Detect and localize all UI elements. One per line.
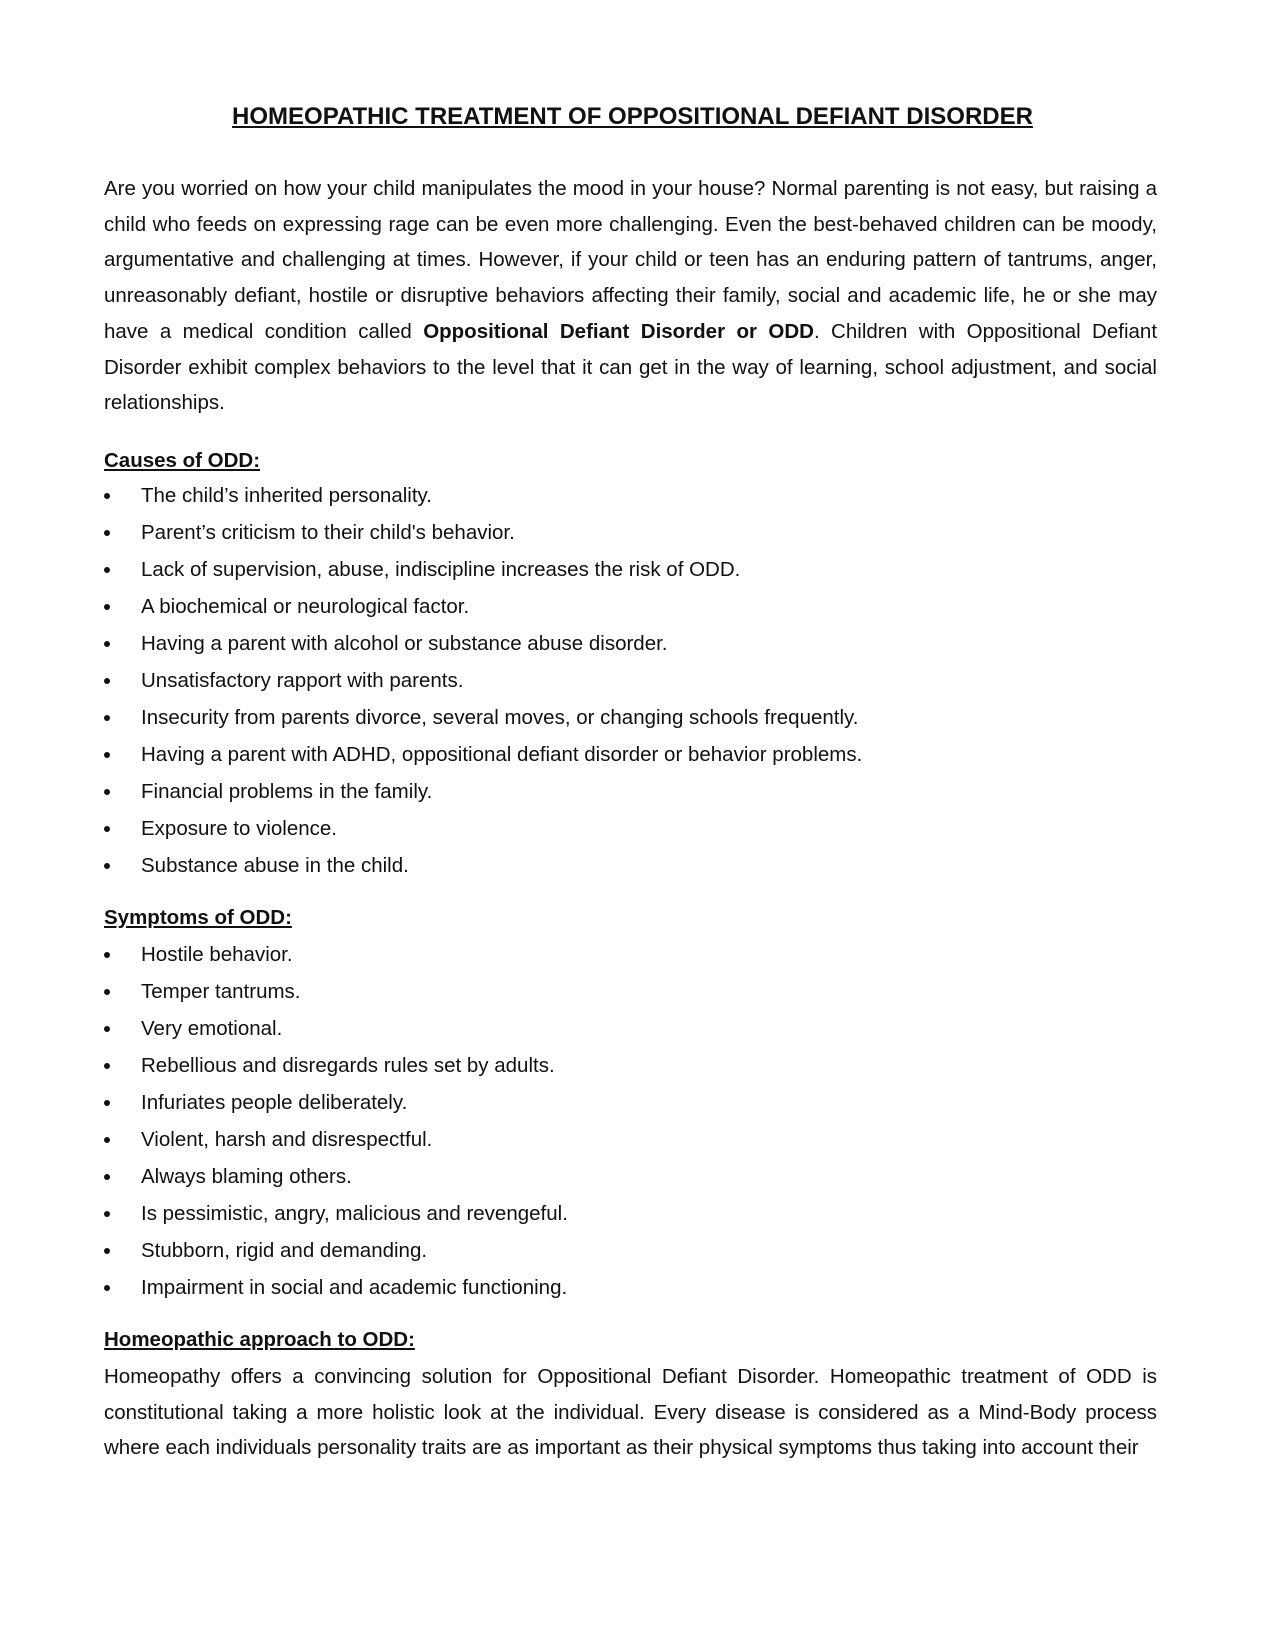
intro-paragraph [104,171,1157,421]
symptoms-item [104,973,1157,1010]
causes-item-text: The child’s inherited personality. [141,484,432,507]
causes-item-text: Having a parent with alcohol or substance abuse disorder. [141,632,668,655]
causes-item [104,662,1157,699]
bullet-icon [104,952,110,958]
bullet-icon [104,1100,110,1106]
bullet-icon [104,678,110,684]
bullet-icon [104,493,110,499]
bullet-icon [104,789,110,795]
causes-heading: Causes of ODD: [104,449,261,472]
bullet-icon [104,1248,110,1254]
causes-item-text: Financial problems in the family. [141,780,433,803]
symptoms-item-text: Infuriates people deliberately. [141,1091,408,1114]
bullet-icon [104,1211,110,1217]
causes-item [104,810,1157,847]
bullet-icon [104,1137,110,1143]
symptoms-item-text: Is pessimistic, angry, malicious and revengeful. [141,1202,568,1225]
symptoms-item [104,1010,1157,1047]
bullet-icon [104,604,110,610]
bullet-icon [104,826,110,832]
approach-paragraph: Homeopathy offers a convincing solution for Oppositional Defiant Disorder. Homeopathic treatment of ODD is constitutional taking a more holistic look at the individual. Every disease is considered as a Mind-Body process where each individuals personality traits are as important as their physical symptoms thus taking into account their [104,1365,1157,1460]
symptoms-item [104,1158,1157,1195]
symptoms-item-text: Hostile behavior. [141,943,293,966]
symptoms-item [104,1084,1157,1121]
symptoms-item-text: Impairment in social and academic functioning. [141,1276,568,1299]
approach-heading: Homeopathic approach to ODD: [104,1328,415,1351]
intro-bold-term: Oppositional Defiant Disorder or ODD [423,319,814,343]
symptoms-item-text: Temper tantrums. [141,980,301,1003]
causes-item-text: Unsatisfactory rapport with parents. [141,669,464,692]
causes-item-text: Exposure to violence. [141,817,338,840]
causes-item [104,477,1157,514]
causes-item [104,847,1157,884]
causes-item [104,773,1157,810]
causes-item [104,699,1157,736]
symptoms-item [104,1047,1157,1084]
intro-text-start: Are you worried on how your child manipulates the mood in your house? Normal parenting is not easy, but raising a child who feeds on expressing rage can be even more challenging. Even the best-behaved children can be moody, argumentative and challenging at times. However, if your child or teen has an enduring pattern of tantrums, anger, unreasonably defiant, hostile or disruptive behaviors affecting their family, social and academic life, he or she may have a medical condition called [104,177,1157,343]
symptoms-item [104,1269,1157,1306]
causes-item [104,736,1157,773]
bullet-icon [104,567,110,573]
bullet-icon [104,989,110,995]
bullet-icon [104,1026,110,1032]
intro-text-end: . Children with Oppositional Defiant Disorder exhibit complex behaviors to the level that it can get in the way of learning, school adjustment, and social relationships. [104,319,1158,415]
causes-item [104,588,1157,625]
bullet-icon [104,530,110,536]
symptoms-item-text: Violent, harsh and disrespectful. [141,1128,433,1151]
symptoms-item [104,1232,1157,1269]
causes-item [104,625,1157,662]
bullet-icon [104,715,110,721]
bullet-icon [104,1063,110,1069]
bullet-icon [104,752,110,758]
causes-item-text: Insecurity from parents divorce, several moves, or changing schools frequently. [141,706,859,729]
causes-item [104,551,1157,588]
symptoms-item [104,936,1157,973]
bullet-icon [104,641,110,647]
causes-item-text: Lack of supervision, abuse, indiscipline increases the risk of ODD. [141,558,741,581]
causes-item-text: A biochemical or neurological factor. [141,595,470,618]
symptoms-item [104,1195,1157,1232]
page-title: HOMEOPATHIC TREATMENT OF OPPOSITIONAL DEFIANT DISORDER [232,103,1033,130]
causes-item [104,514,1157,551]
bullet-icon [104,1285,110,1291]
symptoms-heading: Symptoms of ODD: [104,906,292,929]
causes-item-text: Parent’s criticism to their child's behavior. [141,521,515,544]
symptoms-list [104,936,1157,1306]
symptoms-item-text: Very emotional. [141,1017,283,1040]
causes-item-text: Substance abuse in the child. [141,854,409,877]
causes-list [104,477,1157,884]
symptoms-item-text: Rebellious and disregards rules set by adults. [141,1054,555,1077]
symptoms-item [104,1121,1157,1158]
causes-item-text: Having a parent with ADHD, oppositional defiant disorder or behavior problems. [141,743,863,766]
bullet-icon [104,1174,110,1180]
symptoms-item-text: Always blaming others. [141,1165,352,1188]
symptoms-item-text: Stubborn, rigid and demanding. [141,1239,428,1262]
bullet-icon [104,863,110,869]
